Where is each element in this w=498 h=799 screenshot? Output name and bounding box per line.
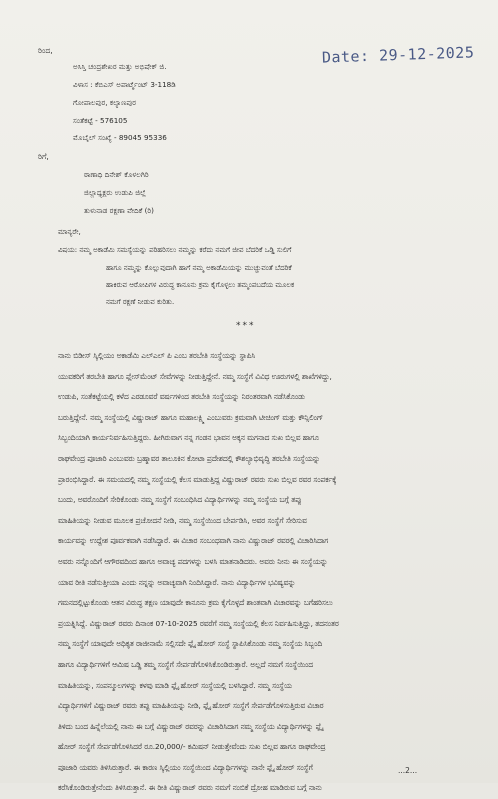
recipient-line2: ಜಿಲ್ಲಾಧ್ಯಕ್ಷರು ಉಡುಪಿ ಜಿಲ್ಲೆ — [84, 188, 146, 197]
body-line: ಯಾವ ರೀತಿ ನಡೆಸುತ್ತೀಯಾ ಎಂದು ನನ್ನನ್ನು ಅವಾಚ್ಯವಾಗಿ ನಿಂದಿಸಿದ್ದಾರೆ. ನಾನು ವಿದ್ಯಾರ್ಥಿಗಳ ಭವಿಷ್ಯವನ್ನು — [58, 577, 296, 587]
subject-line4: ನಮಗೆ ರಕ್ಷಣೆ ನೀಡುವ ಕುರಿತು. — [106, 298, 175, 306]
body-line: ಮಾಹಿತಿಯನ್ನು, ಸಂಪನ್ಮೂಲಗಳನ್ನು ಕಳವು ಮಾಡಿ ಫ್ಲೈ ಹೋರ್ ಸಂಸ್ಥೆಯಲ್ಲಿ ಬಳಸಿದ್ದಾರೆ. ನಮ್ಮ ಸಂಸ್ಥೆಯ — [58, 680, 292, 690]
body-line: ರಾಘವೇಂದ್ರ ಪೂಜಾರಿ ಎಂಬುವರು ಬ್ರಹ್ಮಾವರ ತಾಲೂಕಿನ ಕೋಟಾ ಪ್ರದೇಶದಲ್ಲಿ ಕೌಶಲ್ಯಾಭಿವೃದ್ಧಿ ತರಬೇತಿ ಸಂಸ್ಥೆಯನ್ನು — [58, 453, 321, 463]
recipient-line3: ತುಳುನಾಡ ರಕ್ಷಣಾ ವೇದಿಕೆ (ರಿ) — [84, 206, 154, 215]
greeting: ಮಾನ್ಯರೇ, — [58, 227, 81, 236]
body-line: ಬಂದು, ಅವರೊಂದಿಗೆ ಸೇರಿಕೊಂಡು ನಮ್ಮ ಸಂಸ್ಥೆಗೆ ಸಂಬಂಧಿಸಿದ ವಿದ್ಯಾರ್ಥಿಗಳನ್ನು ನಮ್ಮ ಸಂಸ್ಥೆಯ ಬಗ್ಗೆ ತಪ್ಪು — [58, 495, 302, 505]
body-line: ಹಾಗೂ ವಿದ್ಯಾರ್ಥಿಗಳಿಗೆ ಆಮಿಷ ಒಡ್ಡಿ ತಮ್ಮ ಸಂಸ್ಥೆಗೆ ಸೇರ್ಪಡೆಗೊಳಿಸಿಕೊಂಡಿರುತ್ತಾರೆ. ಅಲ್ಲದೆ ನಮಗೆ ಸಂಸ್ಥೆಯಿಂದ — [58, 659, 313, 669]
handwritten-date: Date: 29-12-2025 — [321, 43, 475, 67]
subject-line3: ಹಾಕಿರುವ ಆರೋಪಿಗಳ ವಿರುದ್ಧ ಕಾನೂನು ಕ್ರಮ ಕೈಗೊಳ್ಳಲು ತಮ್ಮಂಪಬದೆಯ ಮೂಲಕ — [106, 281, 295, 289]
body-line: ಹೋರ್ ಸಂಸ್ಥೆಗೆ ಸೇರ್ಪಡೆಗೊಳಿಸಿದರೆ ರೂ.20,000/- ಕಮಿಷನ್ ನೀಡುತ್ತೇವೆಂದು ಸುಖ ಬಿಲ್ಲವ ಹಾಗೂ ರಾಘವೇಂದ್ರ — [58, 742, 326, 752]
to-label: ರಿಗೆ, — [38, 152, 49, 161]
subject-line1: ವಿಷಯ: ನಮ್ಮ ಅಕಾಡೆಮಿ ಸಮಸ್ಯೆಯನ್ನು ಪರಿಹರಿಸಲು ನಮ್ಮನ್ನು ಕರೆದು ನಮಗೆ ಜೀವ ಬೆದರಿಕೆ ಒಡ್ಡಿ ಸುಲಿಗೆ — [58, 246, 292, 254]
body-line: ಅವರು ನನ್ನೊಂದಿಗೆ ಆಗೌರವದಿಂದ ಹಾಗೂ ಅವಾಚ್ಯ ಪದಗಳನ್ನು ಬಳಸಿ ಮಾತನಾಡಿದರು. ಅವರು ನೀನು ಈ ಸಂಸ್ಥೆಯನ್ನು — [58, 556, 328, 566]
body-line: ಮಾಹಿತಿಯನ್ನು ನೀಡುವ ಮೂಲಕ ಪ್ರಚೋದನೆ ನೀಡಿ, ನಮ್ಮ ಸಂಸ್ಥೆಯಿಂದ ಬೇರ್ಪಡಿಸಿ, ಅವರ ಸಂಸ್ಥೆಗೆ ಸೇರಿಸುವ — [58, 515, 307, 525]
sender-phone: ಮೊಬೈಲ್ ಸಂಖ್ಯೆ - 89045 95336 — [73, 133, 167, 142]
body-line: ಸಿಬ್ಬಂದಿಯಾಗಿ ಕಾರ್ಯನಿರ್ವಹಿಸುತ್ತಿದ್ದರು. ಹೀಗಿರುವಾಗ ನನ್ನ ಗಂಡನ ಭಾವನ ಅಕ್ಕನ ಮಗನಾದ ಸುಖ ಬಿಲ್ಲವ ಹಾಗೂ — [58, 433, 319, 443]
body-line: ನಾನು ಬಿಡೀಸ್ ಸ್ಕಿಲ್ಲಿಯಂ ಅಕಾಡೆಮಿ ಎಲ್ಎಲ್ ಪಿ ಎಂಬ ತರಬೇತಿ ಸಂಸ್ಥೆಯನ್ನು ಸ್ಥಾಪಿಸಿ — [58, 351, 256, 360]
sender-address-line3: ಸಂತೆಕಟ್ಟೆ - 576105 — [73, 116, 128, 125]
sender-address-line2: ಗೋಪಾಲಪುರ, ಕಲ್ಯಾಣಪುರ — [73, 98, 137, 107]
recipient-line1: ಠಾಣಾಧಿ ದಿನೇಶ್ ಕೊಳಲಗಿರಿ — [84, 170, 149, 179]
letter-body — [58, 346, 488, 799]
body-line: ಪೂಜಾರಿ ಯವರು ತಿಳಿಸಿರುತ್ತಾರೆ. ಈ ಕಾರಣ ಸ್ಕಿಲ್ಲಿಯಂ ಸಂಸ್ಥೆಯಿಂದ ವಿದ್ಯಾರ್ಥಿಗಳನ್ನು ನಾನೇ ಫ್ಲೈ ಹೋರ್ ಸಂಸ್ಥೆಗೆ — [58, 762, 313, 772]
body-line: ಕರೆಸಿಕೊಂಡಿರುತ್ತೇನೆಂದು ತಿಳಿಸಿರುತ್ತಾನೆ. ಈ ರೀತಿ ವಿಷ್ಣುರಾಜ್ ರವರು ನಮಗೆ ನಂಬಿಕೆ ದ್ರೋಹ ಮಾಡಿರುವ ಬಗ್ಗೆ ನಾನು — [58, 783, 322, 793]
body-line: ಉಡುಪಿ, ಸಂತೆಕಟ್ಟೆಯಲ್ಲಿ ಕಳೆದ ಎರಡೂವರೆ ವರ್ಷಗಳಿಂದ ತರಬೇತಿ ಸಂಸ್ಥೆಯನ್ನು ನಿರಂತರವಾಗಿ ನಡೆಸಿಕೊಂಡು — [58, 392, 305, 402]
body-line: ಪ್ರಾರಂಭಿಸಿದ್ದಾರೆ. ಈ ಸಮಯದಲ್ಲಿ ನಮ್ಮ ಸಂಸ್ಥೆಯಲ್ಲಿ ಕೆಲಸ ಮಾಡುತ್ತಿದ್ದ ವಿಷ್ಣುರಾಜ್ ರವರು ಸುಖ ಬಿಲ್ಲವ ರವರ ಸಂಪರ್ಕಕ್ಕೆ — [58, 474, 337, 484]
body-line: ತಿಳಿದು ಬಂದ ಹಿನ್ನೆಲೆಯಲ್ಲಿ ನಾನು ಈ ಬಗ್ಗೆ ವಿಷ್ಣುರಾಜ್ ರವರನ್ನು ವಿಚಾರಿಸಿದಾಗ ನಮ್ಮ ಸಂಸ್ಥೆಯ ವಿದ್ಯಾರ್ಥಿಗಳನ್ನು ಫ್ಲೈ — [58, 721, 323, 731]
sender-name: ಅಸಿಸ್ತಿ ಚಂದ್ರಶೇಖರ ಮತ್ತು ಅಭಿಷೇಕ್ ಜಿ. — [73, 62, 167, 71]
body-line: ಗಮನದಲ್ಲಿಟ್ಟುಕೊಂಡು ಆತನ ವಿರುದ್ಧ ತಕ್ಷಣ ಯಾವುದೇ ಕಾನೂನು ಕ್ರಮ ಕೈಗೊಳ್ಳದೆ ಶಾಂತವಾಗಿ ವಿಚಾರವನ್ನು ಬಗೆಹರಿಸಲು — [58, 598, 333, 608]
separator-stars: *** — [236, 321, 256, 331]
page-number: ...2... — [398, 766, 418, 775]
body-line: ನಮ್ಮ ಸಂಸ್ಥೆಗೆ ಯಾವುದೇ ಅಧಿಕೃತ ರಾಜೀನಾಮೆ ಸಲ್ಲಿಸದೇ ಫ್ಲೈ ಹೋರ್ ಸಂಸ್ಥೆ ಸ್ಥಾಪಿಸಿಕೊಂಡು ನಮ್ಮ ಸಂಸ್ಥೆಯ ಸಿಬ್ಬಂದಿ — [58, 639, 322, 649]
body-line: ಕಾರ್ಯವನ್ನು ಉದ್ದೇಶ ಪೂರ್ವಕವಾಗಿ ನಡೆಸಿದ್ದಾರೆ. ಈ ವಿಚಾರ ಸಂಬಂಧವಾಗಿ ನಾನು ವಿಷ್ಣುರಾಜ್ ರವರಲ್ಲಿ ವಿಚಾರಿಸಿದಾಗ — [58, 536, 329, 546]
body-line: ಬರುತ್ತಿದ್ದೇನೆ. ನಮ್ಮ ಸಂಸ್ಥೆಯಲ್ಲಿ ವಿಷ್ಣುರಾಜ್ ಹಾಗೂ ಮಹಾಲಕ್ಷ್ಮಿ ಎಂಬುವರು ಕ್ರಮವಾಗಿ ಟೀಚಿಂಗ್ ಮತ್ತು ಕೌನ್ಸಿಲಿಂಗ್ — [58, 412, 324, 422]
body-line: ವಿದ್ಯಾರ್ಥಿಗಳಿಗೆ ವಿಷ್ಣುರಾಜ್ ರವರು ತಪ್ಪು ಮಾಹಿತಿಯನ್ನು ನೀಡಿ, ಫ್ಲೈ ಹೋರ್ ಸಂಸ್ಥೆಗೆ ಸೇರ್ಪಡೆಗೊಳಿಸುತ್ತಿರುವ ವಿಚಾರ — [58, 701, 324, 711]
subject-line2: ಹಾಗೂ ನಮ್ಮನ್ನು ಕೊಲ್ಲುವುದಾಗಿ ಹಾಗೆ ನಮ್ಮ ಅಕಾಡೆಮಿಯನ್ನು ಮುಚ್ಚುವಂತೆ ಬೆದರಿಕೆ — [106, 264, 292, 272]
body-line: ಯುವಕರಿಗೆ ತರಬೇತಿ ಹಾಗೂ ಪ್ಲೇಸ್‌ಮೆಂಟ್ ಸೇವೆಗಳನ್ನು ನೀಡುತ್ತಿದ್ದೇನೆ. ನಮ್ಮ ಸಂಸ್ಥೆಗೆ ವಿವಿಧ ಊರುಗಳಲ್ಲಿ ಶಾಖೆಗಳಿದ್ದು, — [58, 371, 332, 381]
from-label: ರಿಂದ, — [38, 46, 53, 55]
body-line: ಪ್ರಯತ್ನಿಸಿದ್ದೆ. ವಿಷ್ಣುರಾಜ್ ರವರು ದಿನಾಂಕ 07-10-2025 ರವರೆಗೆ ನಮ್ಮ ಸಂಸ್ಥೆಯಲ್ಲಿ ಕೆಲಸ ನಿರ್ವಹಿಸುತ್ತಿದ್ದು, ತದನಂತರ — [58, 618, 339, 628]
sender-address-line1: ವಿಳಾಸ : ಕೆಬಿಎಸ್ ಅಪಾರ್ಟ್ಮೆಂಟ್ 3-118ಡಿ — [73, 80, 176, 89]
